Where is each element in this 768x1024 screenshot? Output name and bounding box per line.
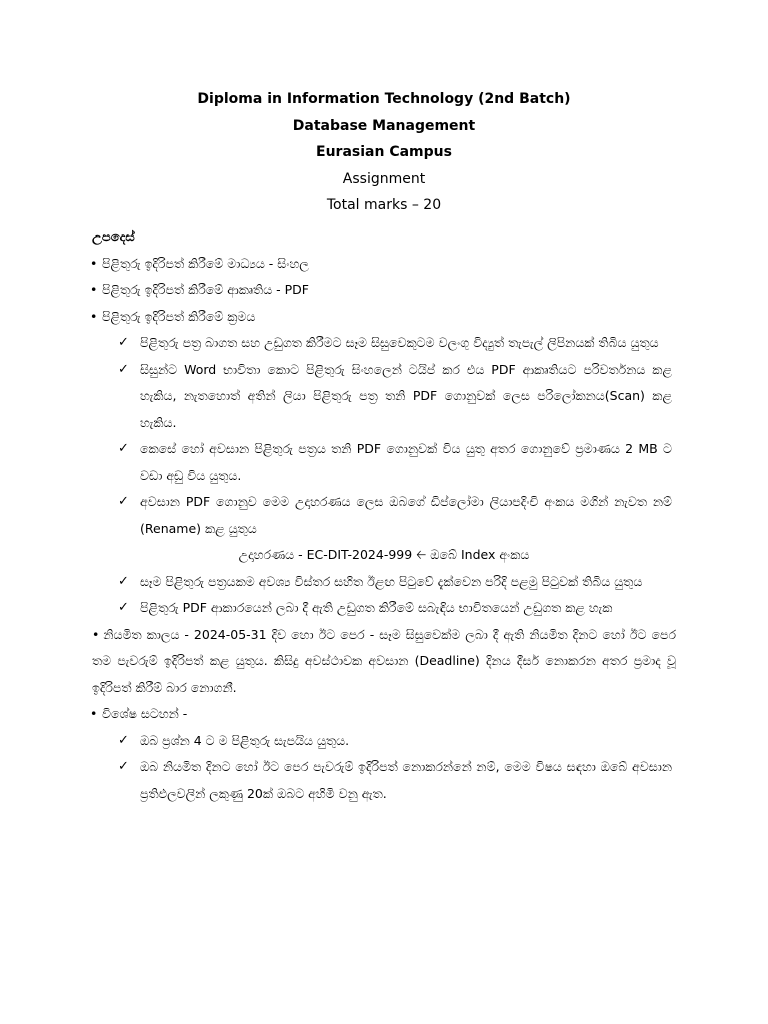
special-notes-heading [92,701,676,728]
bullet-text: පිළිතුරු ඉදිරිපත් කිරීමේ මාධ්‍යය - සිංහල [102,255,309,271]
check-item [92,569,676,596]
bullet-glyph: • [90,282,98,297]
check-text: පිළිතුරු පත්‍ර බාගත සහ උඩුගත කිරීමට සෑම සිසුවෙකුටම වලංගු විද්‍යුත් තැපැල් ලිපිනයක් තිබිය යුතුය [140,335,659,350]
subject-title: Database Management [292,117,476,134]
bullet-glyph: • [92,626,100,642]
check-text: සිසුන්ට Word භාවිතා කොට පිළිතුරු සිංහලෙන් ටයිප් කර එය PDF ආකෘතියට පරිවර්තනය කළ හැකිය, නැතහොත් අතින් ලියා පිළිතුරු පත්‍ර තනි PDF ගොනුවක් ලෙස පරිලෝකනය(Scan) කළ හැකිය. [140,361,672,430]
check-item [92,489,676,542]
check-item [92,728,676,755]
document-header [92,0,676,219]
example-line: උදාහරණය - EC-DIT-2024-999 🡠 ඔබේ Index අංකය [238,547,530,562]
check-icon: ✓ [118,600,129,615]
deadline-paragraph [92,622,676,702]
bullet-text: පිළිතුරු ඉදිරිපත් කිරීමේ ආකෘතිය - PDF [102,282,309,297]
check-text: ඔබ නියමිත දිනට හෝ ඊට පෙර පැවරුම් ඉදිරිපත් නොකරන්නේ නම්, මෙම විෂය සඳහා ඔබේ අවසාන ප්‍රතිඵලවලින් ලකුණු 20ක් ඔබට අහිමි වනු ඇත. [140,759,672,801]
bullet-item [92,251,676,278]
bullet-item [92,304,676,331]
document-type: Assignment [342,170,426,187]
check-icon: ✓ [118,361,129,377]
bullet-text: පිළිතුරු ඉදිරිපත් කිරීමේ ක්‍රමය [102,308,256,324]
course-title: Diploma in Information Technology (2nd Batch) [197,91,571,107]
check-item [92,330,676,357]
check-icon: ✓ [118,494,129,509]
check-text: අවසාන PDF ගොනුව මෙම උදාහරණය ලෙස ඔබගේ ඩිප්ලෝමා ලියාපදිංචි අංකය මගින් නැවත නම් (Rename) කළ යුතුය [140,494,672,536]
bullet-item [92,277,676,304]
check-icon: ✓ [118,441,129,456]
check-item [92,357,676,437]
special-notes-label: විශේෂ සටහන් - [102,706,188,721]
total-marks: Total marks – 20 [326,197,442,213]
check-item [92,595,676,622]
check-text: සෑම පිළිතුරු පත්‍රයකම අවශ්‍ය විස්තර සහිත ඊළඟ පිටුවේ දැක්වෙන පරිදි පළමු පිටුවක් තිබිය යුතුය [140,573,643,589]
check-text: පිළිතුරු PDF ආකාරයෙන් ලබා දී ඇති උඩුගත කිරීමේ සබැඳිය භාවිතයෙන් උඩුගත කළ හැක [140,600,613,615]
campus-name: Eurasian Campus [316,144,452,160]
check-item [92,436,676,489]
check-item [92,754,676,807]
check-icon: ✓ [118,759,129,774]
check-icon: ✓ [118,732,129,748]
bullet-glyph: • [90,308,98,324]
bullet-glyph: • [90,706,98,721]
instructions-heading: උපදෙස් [92,229,135,245]
check-icon: ✓ [118,573,129,589]
deadline-text: නියමිත කාලය - 2024-05-31 දිව හො ඊට පෙර - සෑම සිසුවෙක්ම ලබා දී ඇති නියමිත දිනට හෝ ඊට පෙර තම පැවරුම් ඉදිරිපත් කළ යුතුය. කිසිදු අවස්ථාවක අවසාන (Deadline) දිනය දීසර් නොකරන අතර ප්‍රමාද වූ ඉදිරිපත් කිරීම් බාර නොගනී. [92,626,676,695]
check-text: ඔබ ප්‍රශ්න 4 ට ම පිළිතුරු සැපයිය යුතුය. [140,732,350,748]
bullet-glyph: • [90,255,98,271]
check-icon: ✓ [118,335,129,350]
check-text: කෙසේ හෝ අවසාන පිළිතුරු පත්‍රය තනි PDF ගොනුවක් විය යුතු අතර ගොනුවේ ප්‍රමාණය 2 MB ට වඩා අඩු විය යුතුය. [140,441,672,483]
